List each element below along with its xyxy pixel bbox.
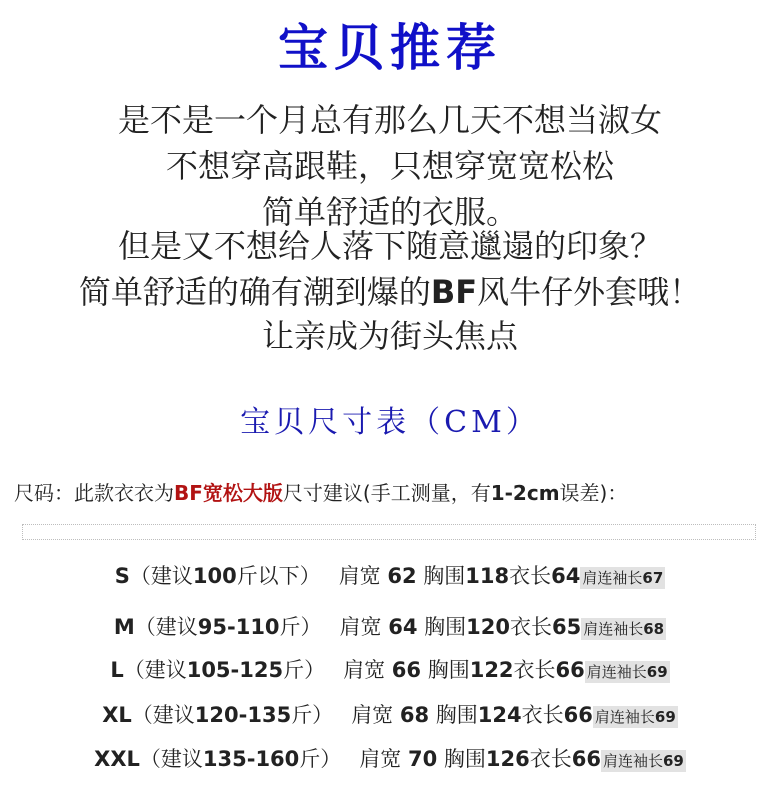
chest-label: 胸围	[424, 615, 467, 639]
length-value: 65	[552, 615, 582, 639]
length-label: 衣长	[509, 564, 552, 588]
shoulder-value: 62	[387, 564, 417, 588]
intro-line-1: 是不是一个月总有那么几天不想当淑女	[117, 101, 662, 139]
intro-bf-text: BF	[430, 273, 478, 311]
shoulder-value: 64	[388, 615, 418, 639]
suggest-close: 斤）	[283, 658, 326, 682]
suggest-close: 斤）	[279, 615, 322, 639]
length-label: 衣长	[529, 747, 572, 771]
divider	[22, 524, 756, 540]
shoulder-label: 肩宽	[359, 747, 402, 771]
intro-line-5-part-2: 风牛仔外套哦！	[477, 273, 702, 311]
suggest-close: 斤）	[299, 747, 342, 771]
chest-label: 胸围	[443, 747, 486, 771]
shoulder-value: 66	[391, 658, 422, 682]
intro-line-6: 让亲成为街头焦点	[261, 317, 518, 355]
chest-value: 124	[477, 703, 522, 727]
size-row-xxl	[0, 744, 780, 774]
shoulder-label: 肩宽	[351, 703, 394, 727]
chest-label: 胸围	[427, 658, 470, 682]
suggest-close: 斤以下）	[236, 564, 321, 588]
length-value: 64	[551, 564, 581, 588]
sleeve-value: 69	[654, 708, 676, 726]
size-row-xl	[0, 700, 780, 730]
suggest-open: （建议	[131, 703, 195, 727]
chest-value: 122	[469, 658, 514, 682]
sleeve-value: 69	[662, 752, 684, 770]
suggest-open: （建议	[129, 564, 193, 588]
suggest-open: （建议	[123, 658, 187, 682]
sleeve-length-tag	[580, 567, 665, 589]
chest-value: 118	[465, 564, 510, 588]
sleeve-label: 肩连袖长	[586, 663, 647, 681]
weight-range: 100	[192, 564, 237, 588]
length-value: 66	[571, 747, 601, 771]
intro-line-5-part-1: 简单舒适的确有潮到爆的	[78, 273, 431, 311]
size-row-m	[0, 612, 780, 642]
weight-range: 95-110	[197, 615, 280, 639]
size-note	[14, 478, 774, 508]
sleeve-value: 68	[643, 620, 665, 638]
sleeve-length-tag	[601, 750, 686, 772]
sleeve-value: 67	[642, 569, 664, 587]
weight-range: 105-125	[186, 658, 284, 682]
size-label: XL	[102, 703, 132, 727]
shoulder-label: 肩宽	[343, 658, 386, 682]
sleeve-length-tag	[585, 661, 670, 683]
sleeve-label: 肩连袖长	[583, 620, 644, 638]
intro-line-4: 但是又不想给人落下随意邋遢的印象？	[117, 227, 662, 265]
shoulder-label: 肩宽	[339, 615, 382, 639]
size-row-l	[0, 655, 780, 685]
note-middle: 尺寸建议(手工测量，有	[282, 481, 491, 505]
page-title: 宝贝推荐	[278, 18, 502, 77]
size-row-s	[0, 561, 780, 591]
size-label: S	[114, 564, 130, 588]
length-value: 66	[563, 703, 593, 727]
suggest-open: （建议	[134, 615, 198, 639]
sleeve-label: 肩连袖长	[602, 752, 663, 770]
chest-label: 胸围	[435, 703, 478, 727]
chest-label: 胸围	[423, 564, 466, 588]
intro-line-3: 简单舒适的衣服。	[261, 193, 518, 231]
size-label: M	[113, 615, 135, 639]
shoulder-value: 70	[407, 747, 438, 771]
suggest-close: 斤）	[291, 703, 334, 727]
sleeve-label: 肩连袖长	[582, 569, 643, 587]
suggest-open: （建议	[139, 747, 203, 771]
sleeve-length-tag	[581, 618, 666, 640]
sleeve-label: 肩连袖长	[594, 708, 655, 726]
sleeve-value: 69	[646, 663, 668, 681]
length-label: 衣长	[510, 615, 552, 639]
sleeve-length-tag	[593, 706, 678, 728]
weight-range: 120-135	[194, 703, 292, 727]
note-suffix: 误差)：	[559, 481, 628, 505]
note-range: 1-2cm	[490, 481, 560, 505]
chest-value: 120	[466, 615, 510, 639]
note-highlight: BF宽松大版	[174, 481, 283, 505]
length-label: 衣长	[521, 703, 564, 727]
intro-line-2: 不想穿高跟鞋，只想穿宽宽松松	[165, 147, 614, 185]
intro-line-5	[0, 272, 780, 312]
size-label: XXL	[94, 747, 140, 771]
weight-range: 135-160	[202, 747, 300, 771]
length-value: 66	[555, 658, 585, 682]
length-label: 衣长	[513, 658, 556, 682]
shoulder-label: 肩宽	[338, 564, 381, 588]
size-label: L	[110, 658, 124, 682]
note-prefix: 尺码：此款衣衣为	[14, 481, 174, 505]
size-table-title: 宝贝尺寸表（CM）	[240, 405, 540, 440]
chest-value: 126	[485, 747, 530, 771]
shoulder-value: 68	[399, 703, 430, 727]
